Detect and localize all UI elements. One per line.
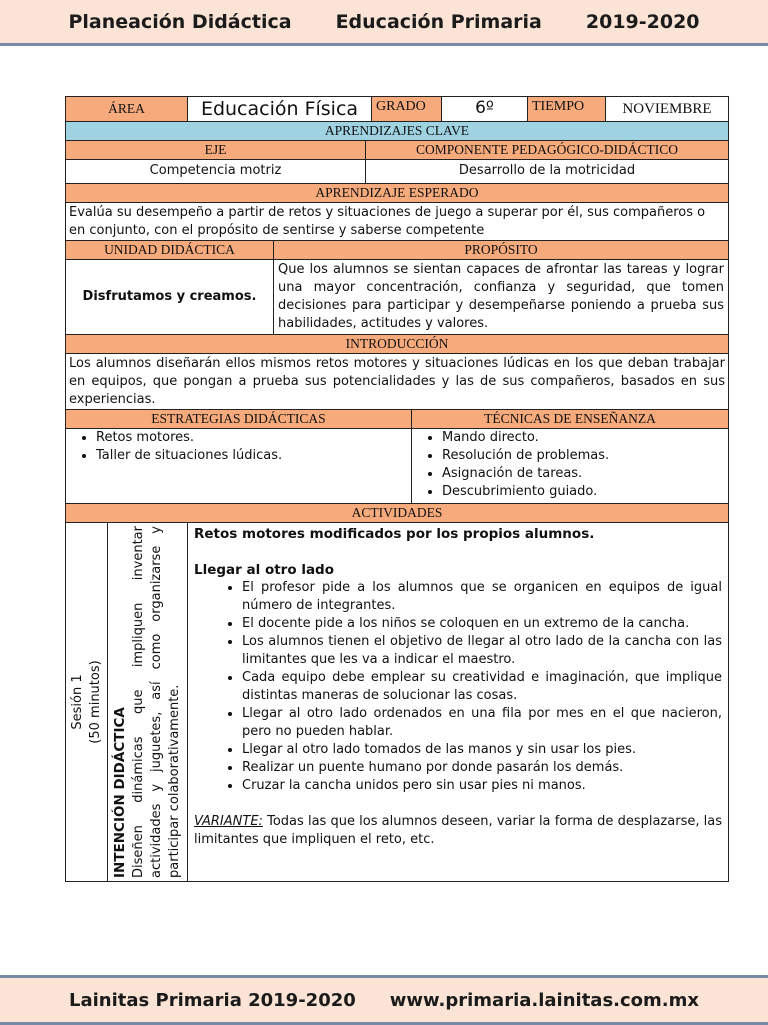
list-item: • Los alumnos tienen el objetivo de llegar al otro lado de la cancha con las limitantes que les va a indicar el maestro. — [242, 633, 722, 669]
list-item: • Llegar al otro lado tomados de las manos y sin usar los pies. — [242, 741, 722, 759]
intencion-block — [111, 526, 185, 878]
list-item: • Mando directo. — [442, 429, 728, 447]
aprendizaje-esperado-header-row — [66, 184, 728, 203]
list-item: • Realizar un puente humano por donde pasarán los demás. — [242, 759, 722, 777]
estrategias-header-row — [66, 410, 728, 429]
activity-cell — [188, 523, 728, 881]
actividades-label: ACTIVIDADES — [351, 505, 443, 520]
header-banner — [0, 0, 768, 46]
activity-list — [194, 579, 722, 795]
list-item: • Descubrimiento guiado. — [442, 483, 728, 501]
area-value: Educación Física — [188, 97, 372, 121]
eje-value: Competencia motriz — [66, 160, 366, 183]
tecnicas-list — [412, 429, 728, 501]
aprendizajes-clave-row — [66, 122, 728, 141]
list-item: • El profesor pide a los alumnos que se organicen en equipos de igual número de integrantes. — [242, 579, 722, 615]
session-label — [69, 622, 105, 782]
unidad-header-row — [66, 241, 728, 260]
activity-title: Retos motores modificados por los propios alumnos. — [194, 526, 595, 542]
actividades-header-row — [66, 504, 728, 523]
area-label: ÁREA — [66, 97, 188, 121]
session-cell — [66, 523, 108, 881]
variante-text: Todas las que los alumnos deseen, variar la forma de desplazarse, las limitantes que impliquen el reto, etc. — [194, 814, 722, 847]
time-label: TIEMPO — [528, 97, 606, 121]
introduccion-row — [66, 354, 728, 410]
estrategias-list — [66, 429, 411, 465]
estrategias-list-cell — [66, 429, 412, 503]
footer-left: Lainitas Primaria 2019-2020 — [69, 989, 356, 1011]
estrategias-label: ESTRATEGIAS DIDÁCTICAS — [66, 410, 412, 428]
componente-label: COMPONENTE PEDAGÓGICO-DIDÁCTICO — [415, 142, 679, 157]
unidad-row — [66, 260, 728, 335]
footer-right: www.primaria.lainitas.com.mx — [389, 989, 699, 1011]
list-item: • Resolución de problemas. — [442, 447, 728, 465]
header-year: 2019-2020 — [585, 10, 700, 33]
footer-banner — [0, 975, 768, 1025]
header-level: Educación Primaria — [335, 10, 542, 33]
eje-header-row — [66, 141, 728, 160]
time-value: NOVIEMBRE — [622, 101, 712, 117]
info-row — [66, 97, 728, 122]
introduccion-text: Los alumnos diseñarán ellos mismos retos motores y situaciones lúdicas en los que deban trabajar en equipos, que pongan a prueba sus potencialidades y las de sus compañeros, basados en sus experiencias. — [69, 356, 725, 407]
activity-row — [66, 523, 728, 881]
aprendizaje-esperado-text: Evalúa su desempeño a partir de retos y situaciones de juego a superar por él, sus compañeros o en conjunto, con el propósito de sentirse y saberse competente — [69, 205, 706, 238]
planning-table — [65, 96, 729, 882]
list-item: • Taller de situaciones lúdicas. — [96, 447, 411, 465]
intencion-cell — [108, 523, 188, 881]
tecnicas-list-cell — [412, 429, 728, 503]
list-item: • Cruzar la cancha unidos pero sin usar pies ni manos. — [242, 777, 722, 795]
variante-paragraph — [194, 813, 722, 849]
proposito-value: Que los alumnos se sientan capaces de afrontar las tareas y lograr una mayor concentración, confianza y seguridad, que tomen decisiones para participar y desempeñarse poniendo a prueba sus habilidades, actitudes y valores. — [278, 262, 724, 331]
grade-value: 6º — [442, 97, 528, 121]
session-line2: (50 minutos) — [87, 660, 103, 744]
list-item: • El docente pide a los niños se coloquen en un extremo de la cancha. — [242, 615, 722, 633]
list-item: • Llegar al otro lado ordenados en una fila por mes en el que nacieron, pero no pueden hablar. — [242, 705, 722, 741]
intencion-title: INTENCIÓN DIDÁCTICA — [112, 707, 128, 878]
introduccion-label: INTRODUCCIÓN — [345, 336, 449, 351]
aprendizaje-esperado-row — [66, 203, 728, 241]
tecnicas-label: TÉCNICAS DE ENSEÑANZA — [484, 411, 656, 426]
header-title: Planeación Didáctica — [68, 10, 292, 33]
list-item: • Cada equipo debe emplear su creatividad e imaginación, que implique distintas maneras de solucionar las cosas. — [242, 669, 722, 705]
list-item: • Retos motores. — [96, 429, 411, 447]
componente-value: Desarrollo de la motricidad — [458, 163, 636, 178]
eje-label: EJE — [66, 141, 366, 159]
session-line1: Sesión 1 — [69, 674, 85, 730]
eje-value-row — [66, 160, 728, 184]
estrategias-row — [66, 429, 728, 504]
grade-label: GRADO — [372, 97, 442, 121]
intencion-text: Diseñen dinámicas que impliquen inventar actividades y juguetes, así como organizarse y participar colaborativamente. — [131, 526, 182, 878]
introduccion-header-row — [66, 335, 728, 354]
unidad-label: UNIDAD DIDÁCTICA — [66, 241, 274, 259]
unidad-value: Disfrutamos y creamos. — [66, 260, 274, 334]
variante-label: VARIANTE: — [194, 814, 263, 829]
activity-subtitle: Llegar al otro lado — [194, 562, 334, 578]
aprendizaje-esperado-label: APRENDIZAJE ESPERADO — [315, 185, 479, 200]
aprendizajes-clave-label: APRENDIZAJES CLAVE — [324, 123, 470, 138]
list-item: • Asignación de tareas. — [442, 465, 728, 483]
proposito-label: PROPÓSITO — [464, 242, 538, 257]
